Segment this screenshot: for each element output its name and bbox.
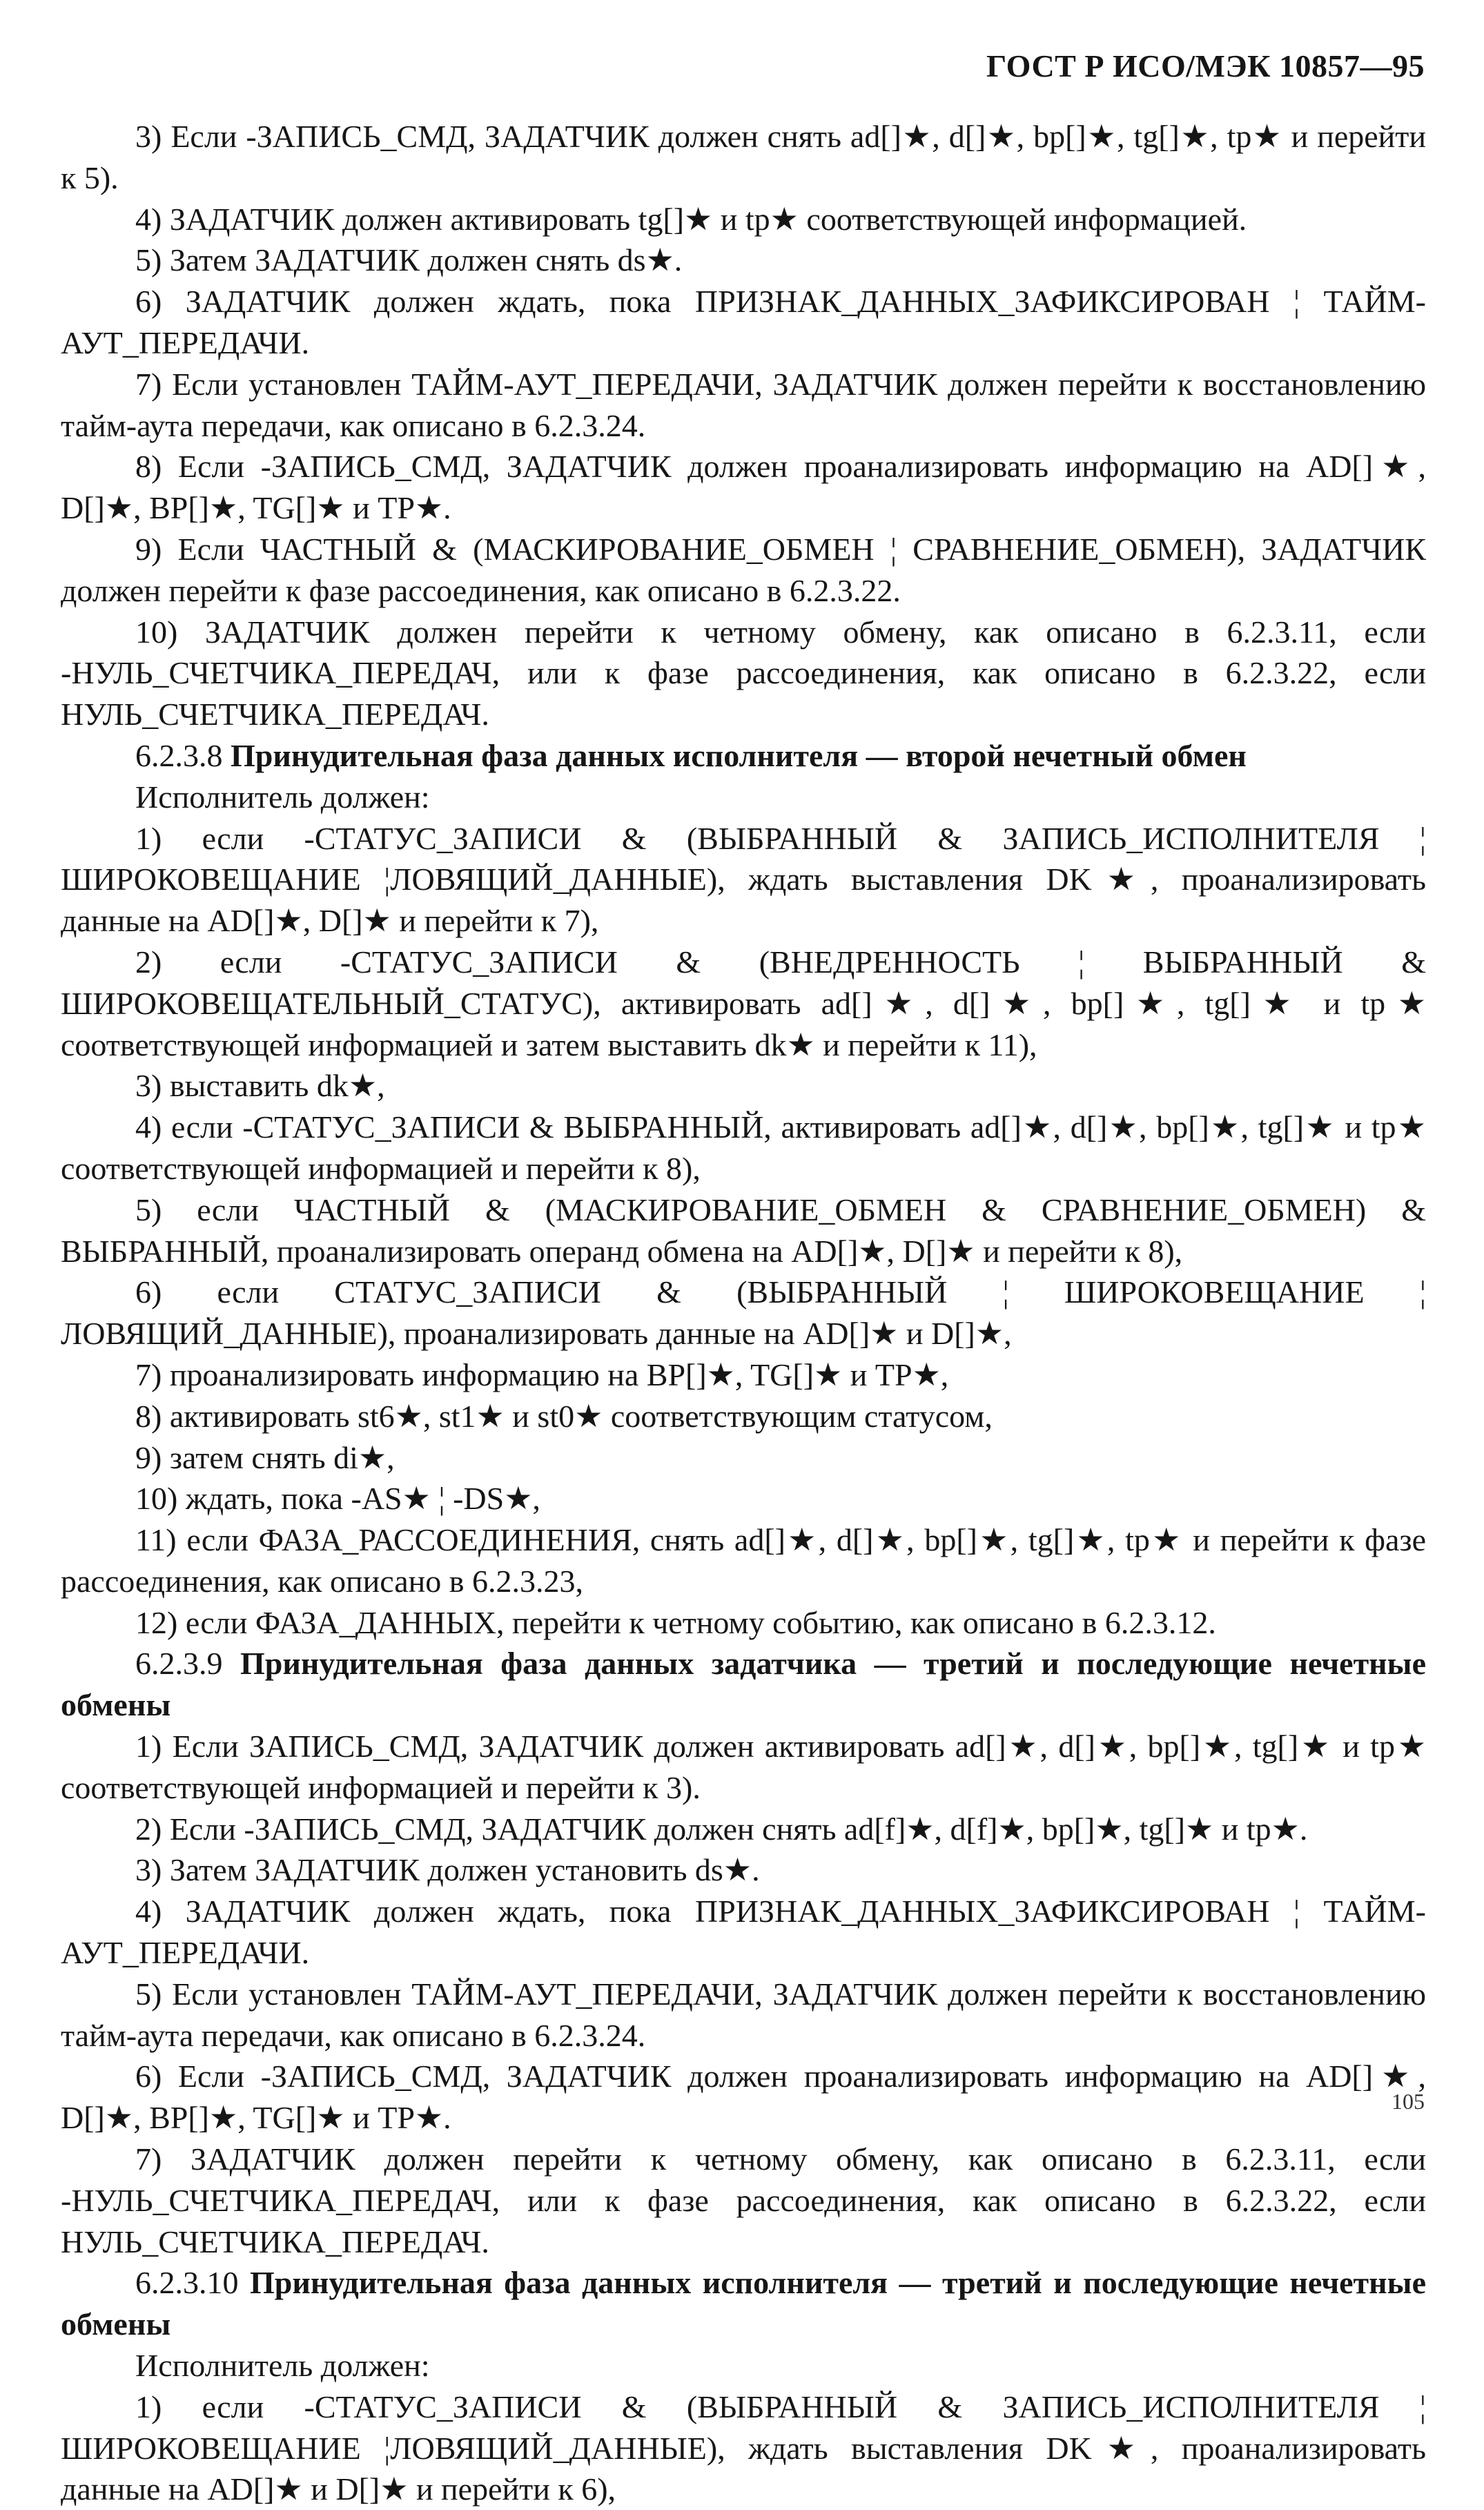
section-heading [61, 1643, 1426, 1726]
list-item: 1) если -СТАТУС_ЗАПИСИ & (ВЫБРАННЫЙ & ЗАПИСЬ_ИСПОЛНИТЕЛЯ ¦ ШИРОКОВЕЩАНИЕ ¦ЛОВЯЩИЙ_ДАННЫЕ), ждать выставления DK★, проанализировать данные на AD[]★ и D[]★ и перейти к 6), [61, 2389, 1426, 2507]
list-item: 7) проанализировать информацию на BP[]★, TG[]★ и TP★, [135, 1356, 949, 1392]
list-item: 1) Если ЗАПИСЬ_СМД, ЗАДАТЧИК должен активировать ad[]★, d[]★, bp[]★, tg[]★ и tp★ соответствующей информацией и перейти к 3). [61, 1729, 1426, 1805]
section-intro: Исполнитель должен: [135, 2348, 430, 2384]
list-item: 6) если СТАТУС_ЗАПИСИ & (ВЫБРАННЫЙ ¦ ШИРОКОВЕЩАНИЕ ¦ ЛОВЯЩИЙ_ДАННЫЕ), проанализировать данные на AD[]★ и D[]★, [61, 1274, 1426, 1352]
list-item: 5) если ЧАСТНЫЙ & (МАСКИРОВАНИЕ_ОБМЕН & СРАВНЕНИЕ_ОБМЕН) & ВЫБРАННЫЙ, проанализировать операнд обмена на AD[]★, D[]★ и перейти к 8), [61, 1191, 1426, 1269]
list-item: 3) Затем ЗАДАТЧИК должен установить ds★. [135, 1852, 760, 1888]
list-item: 10) ждать, пока -AS★ ¦ -DS★, [135, 1481, 540, 1517]
list-item: 4) ЗАДАТЧИК должен ждать, пока ПРИЗНАК_ДАННЫХ_ЗАФИКСИРОВАН ¦ ТАЙМ-АУТ_ПЕРЕДАЧИ. [61, 1894, 1426, 1971]
paragraph: 3) Если -ЗАПИСЬ_СМД, ЗАДАТЧИК должен снять ad[]★, d[]★, bp[]★, tg[]★, tp★ и перейти к 5). [61, 119, 1426, 195]
paragraph: 6) ЗАДАТЧИК должен ждать, пока ПРИЗНАК_ДАННЫХ_ЗАФИКСИРОВАН ¦ ТАЙМ-АУТ_ПЕРЕДАЧИ. [61, 284, 1426, 360]
list-item: 3) выставить dk★, [135, 1068, 385, 1104]
section-title: Принудительная фаза данных исполнителя — второй нечетный обмен [231, 737, 1247, 773]
section-heading [61, 2262, 1426, 2345]
list-item: 5) Если установлен ТАЙМ-АУТ_ПЕРЕДАЧИ, ЗАДАТЧИК должен перейти к восстановлению тайм-аута передачи, как описано в 6.2.3.24. [61, 1976, 1426, 2053]
section-heading [61, 735, 1426, 777]
paragraph: 7) Если установлен ТАЙМ-АУТ_ПЕРЕДАЧИ, ЗАДАТЧИК должен перейти к восстановлению тайм-аута передачи, как описано в 6.2.3.24. [61, 366, 1426, 443]
list-item: 7) ЗАДАТЧИК должен перейти к четному обмену, как описано в 6.2.3.11, если -НУЛЬ_СЧЕТЧИКА_ПЕРЕДАЧ, или к фазе рассоединения, как описано в 6.2.3.22, если НУЛЬ_СЧЕТЧИКА_ПЕРЕДАЧ. [61, 2141, 1426, 2259]
list-item: 6) Если -ЗАПИСЬ_СМД, ЗАДАТЧИК должен проанализировать информацию на AD[]★, D[]★, BP[]★, TG[]★ и TP★. [61, 2059, 1426, 2136]
section-title: Принудительная фаза данных исполнителя — третий и последующие нечетные обмены [61, 2265, 1426, 2342]
document-body [61, 116, 1426, 2510]
paragraph: 4) ЗАДАТЧИК должен активировать tg[]★ и tp★ соответствующей информацией. [135, 201, 1247, 237]
paragraph: 8) Если -ЗАПИСЬ_СМД, ЗАДАТЧИК должен проанализировать информацию на AD[]★, D[]★, BP[]★, TG[]★ и TP★. [61, 449, 1426, 526]
list-item: 4) если -СТАТУС_ЗАПИСИ & ВЫБРАННЫЙ, активировать ad[]★, d[]★, bp[]★, tg[]★ и tp★ соответствующей информацией и перейти к 8), [61, 1109, 1426, 1186]
list-item: 11) если ФАЗА_РАССОЕДИНЕНИЯ, снять ad[]★, d[]★, bp[]★, tg[]★, tp★ и перейти к фазе рассоединения, как описано в 6.2.3.23, [61, 1522, 1426, 1599]
list-item: 9) затем снять di★, [135, 1439, 395, 1475]
list-item: 1) если -СТАТУС_ЗАПИСИ & (ВЫБРАННЫЙ & ЗАПИСЬ_ИСПОЛНИТЕЛЯ ¦ ШИРОКОВЕЩАНИЕ ¦ЛОВЯЩИЙ_ДАННЫЕ), ждать выставления DK★, проанализировать данные на AD[]★, D[]★ и перейти к 7), [61, 820, 1426, 939]
list-item: 12) если ФАЗА_ДАННЫХ, перейти к четному событию, как описано в 6.2.3.12. [135, 1604, 1216, 1640]
list-item: 2) Если -ЗАПИСЬ_СМД, ЗАДАТЧИК должен снять ad[f]★, d[f]★, bp[]★, tg[]★ и tp★. [135, 1811, 1308, 1847]
paragraph: 5) Затем ЗАДАТЧИК должен снять ds★. [135, 242, 683, 278]
section-title: Принудительная фаза данных задатчика — третий и последующие нечетные обмены [61, 1646, 1427, 1723]
page-number: 105 [1392, 2089, 1425, 2114]
list-item: 2) если -СТАТУС_ЗАПИСИ & (ВНЕДРЕННОСТЬ ¦ ВЫБРАННЫЙ & ШИРОКОВЕЩАТЕЛЬНЫЙ_СТАТУС), активировать ad[]★, d[]★, bp[]★, tg[]★ и tp★ соответствующей информацией и затем выставить dk★ и перейти к 11), [61, 944, 1426, 1062]
section-number: 6.2.3.10 [135, 2265, 239, 2301]
section-number: 6.2.3.9 [135, 1646, 223, 1682]
section-intro: Исполнитель должен: [135, 779, 430, 815]
section-number: 6.2.3.8 [135, 737, 223, 773]
paragraph: 10) ЗАДАТЧИК должен перейти к четному обмену, как описано в 6.2.3.11, если -НУЛЬ_СЧЕТЧИКА_ПЕРЕДАЧ, или к фазе рассоединения, как описано в 6.2.3.22, если НУЛЬ_СЧЕТЧИКА_ПЕРЕДАЧ. [61, 614, 1426, 732]
list-item: 8) активировать st6★, st1★ и st0★ соответствующим статусом, [135, 1398, 993, 1434]
page-header: ГОСТ Р ИСО/МЭК 10857—95 [986, 48, 1425, 84]
paragraph: 9) Если ЧАСТНЫЙ & (МАСКИРОВАНИЕ_ОБМЕН ¦ СРАВНЕНИЕ_ОБМЕН), ЗАДАТЧИК должен перейти к фазе рассоединения, как описано в 6.2.3.22. [61, 531, 1426, 608]
